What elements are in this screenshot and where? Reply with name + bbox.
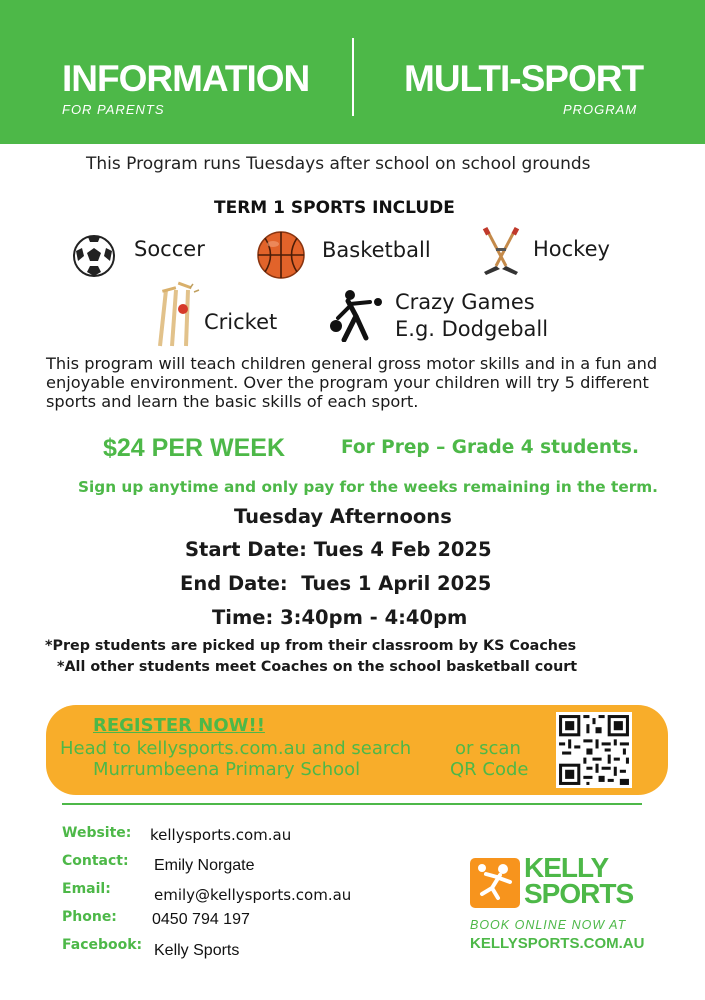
sport-hockey-label: Hockey [533,237,610,261]
phone-label: Phone: [62,909,117,925]
kelly-sports-logo [468,852,648,955]
note-prep-pickup: *Prep students are picked up from their classroom by KS Coaches [45,638,577,654]
schedule-day: Tuesday Afternoons [234,505,452,528]
phone-number[interactable]: 0450 794 197 [152,911,250,928]
sport-dodgeball-label: E.g. Dodgeball [395,317,549,341]
program-description: This program will teach children general gross motor skills and in a fun and enjoyable environment. Over the program your children will try 5 different sports and learn the basic skills of each sport. [46,354,658,411]
facebook-link[interactable]: Kelly Sports [154,942,240,959]
header-left-title: INFORMATION [62,58,310,99]
qr-code-icon[interactable] [556,712,632,788]
grade-range: For Prep – Grade 4 students. [341,437,639,458]
register-or-scan: or scan [455,738,521,759]
term-heading: TERM 1 SPORTS INCLUDE [214,198,455,218]
header-right-title: MULTI-SPORT [404,58,644,99]
sport-basketball-label: Basketball [322,238,431,262]
basketball-icon [256,230,306,280]
email-label: Email: [62,881,111,897]
register-instructions-line1: Head to kellysports.com.au and search [60,738,412,759]
logo-url[interactable]: KELLYSPORTS.COM.AU [470,935,645,952]
contact-name: Emily Norgate [154,857,255,874]
website-label: Website: [62,825,132,841]
signup-note: Sign up anytime and only pay for the weeks remaining in the term. [78,478,658,496]
register-now-link[interactable]: REGISTER NOW!! [93,715,265,736]
header-banner [0,0,705,144]
dodgeball-player-icon [330,288,384,342]
intro-text: This Program runs Tuesdays after school on school grounds [86,154,591,174]
note-other-students: *All other students meet Coaches on the school basketball court [57,659,578,675]
kelly-sports-figure-icon [470,858,520,908]
sport-crazy-games-label: Crazy Games [395,290,535,314]
hockey-sticks-icon [480,226,522,278]
logo-tagline: BOOK ONLINE NOW AT [470,918,627,932]
sport-soccer-label: Soccer [134,237,205,261]
schedule-time: Time: 3:40pm - 4:40pm [212,606,468,629]
logo-name-line2: SPORTS [524,878,634,909]
soccer-ball-icon [72,234,116,278]
header-right-subtitle: PROGRAM [563,102,638,117]
header-divider [352,38,354,116]
sport-cricket-label: Cricket [204,310,278,334]
register-qr-label: QR Code [450,759,529,780]
header-left-subtitle: FOR PARENTS [62,102,165,117]
email-link[interactable]: emily@kellysports.com.au [154,886,352,904]
schedule-start-date: Start Date: Tues 4 Feb 2025 [185,538,492,561]
cricket-stumps-icon [154,280,204,350]
section-divider [62,803,642,805]
schedule-end-date: End Date: Tues 1 April 2025 [180,572,492,595]
register-school-name: Murrumbeena Primary School [93,759,361,780]
contact-label: Contact: [62,853,129,869]
logo-name-line1: KELLY [524,852,609,883]
price-per-week: $24 PER WEEK [103,434,286,462]
website-link[interactable]: kellysports.com.au [150,826,292,844]
facebook-label: Facebook: [62,937,143,953]
